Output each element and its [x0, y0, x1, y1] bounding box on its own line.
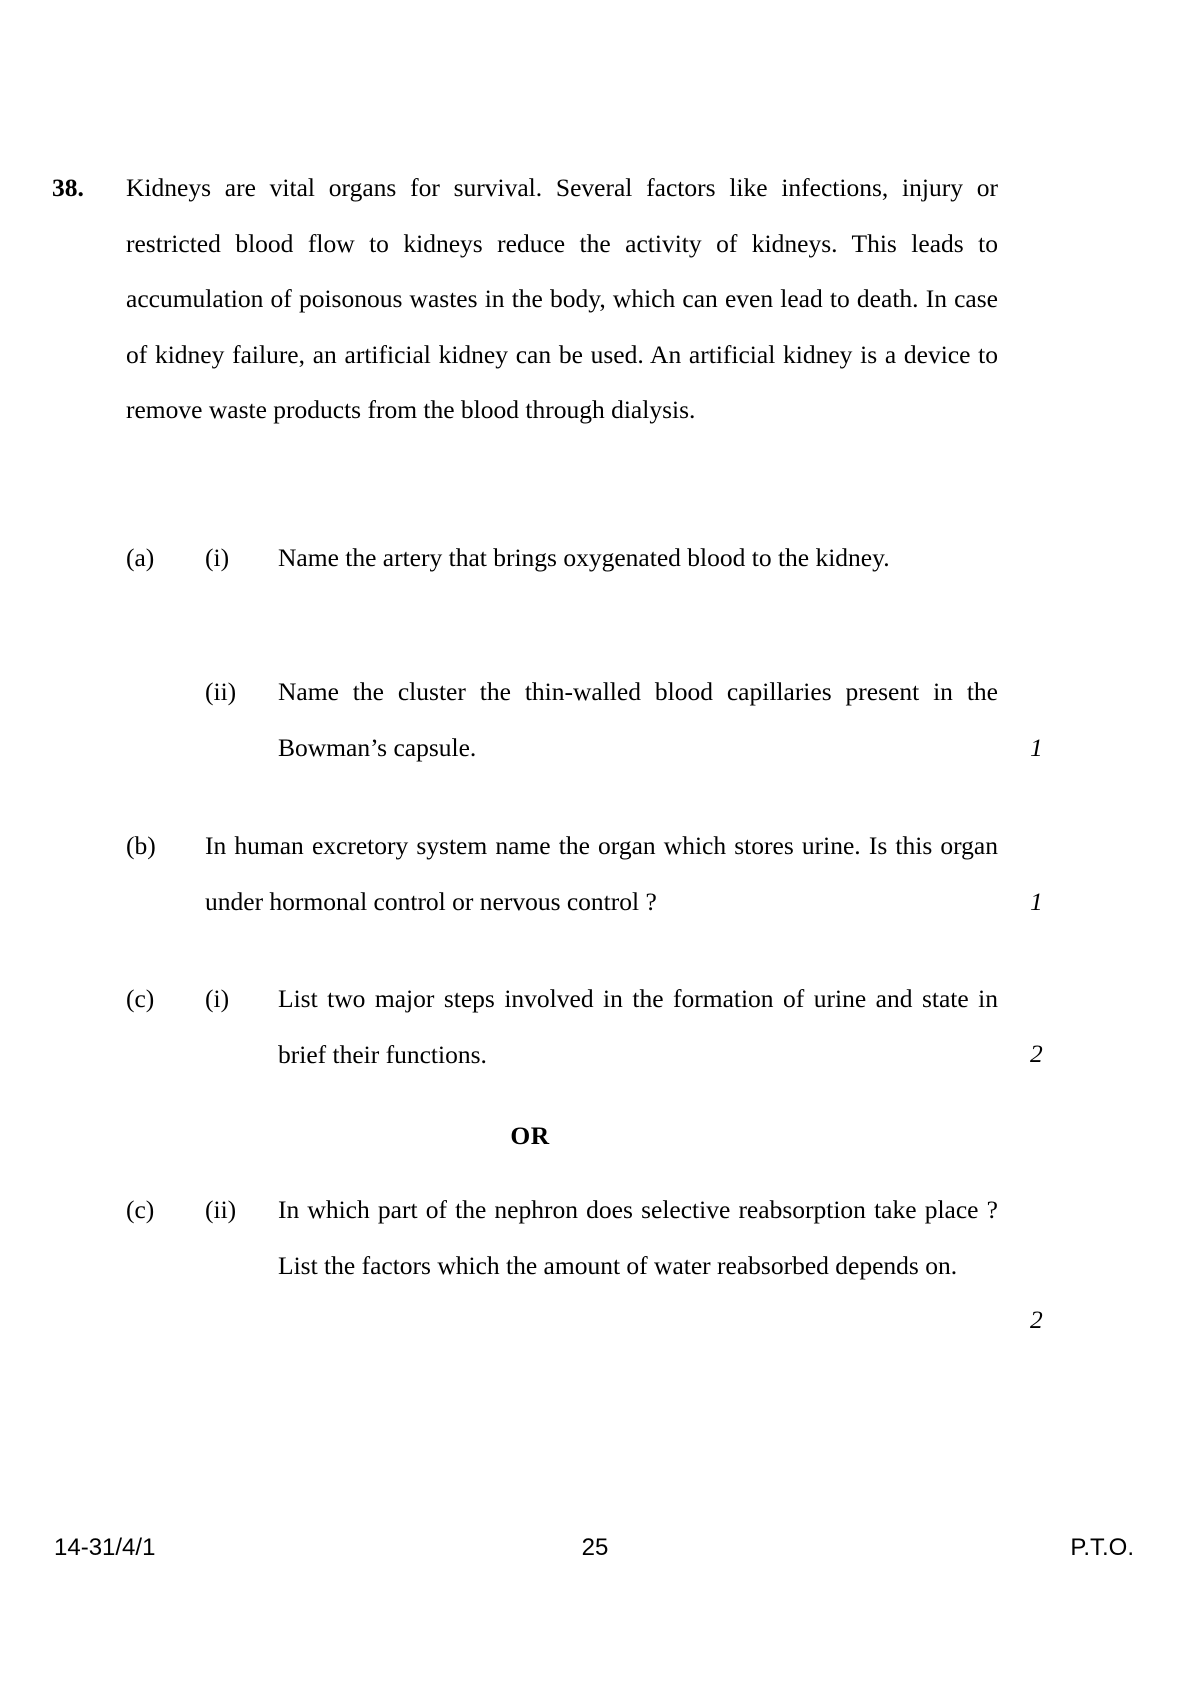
roman-label-c-ii: (ii): [205, 1195, 237, 1224]
part-text-b: In human excretory system name the organ which stores urine. Is this organ under hormonal control or nervous control ?: [205, 831, 998, 916]
page-footer: [0, 1528, 1190, 1568]
part-text-c-ii: In which part of the nephron does selective reabsorption take place ? List the factors which the amount of water reabsorbed depends on.: [278, 1195, 998, 1280]
marks-a-ii: 1: [1030, 733, 1043, 762]
part-text-a-ii: Name the cluster the thin-walled blood capillaries present in the Bowman’s capsule.: [278, 677, 998, 762]
footer-paper-code: 14-31/4/1: [54, 1534, 156, 1561]
part-text-a-i: Name the artery that brings oxygenated blood to the kidney.: [278, 543, 890, 572]
question-intro-paragraph: Kidneys are vital organs for survival. Several factors like infections, injury or restricted blood flow to kidneys reduce the activity of kidneys. This leads to accumulation of poisonous wastes in the body, which can even lead to death. In case of kidney failure, an artificial kidney can be used. An artificial kidney is a device to remove waste products from the blood through dialysis.: [126, 173, 998, 424]
roman-label-c-i: (i): [205, 984, 230, 1013]
part-label-b: (b): [126, 831, 156, 860]
footer-page-number: 25: [581, 1534, 609, 1561]
or-divider: OR: [510, 1121, 550, 1150]
marks-b: 1: [1030, 887, 1043, 916]
marks-c-ii: 2: [1030, 1305, 1043, 1334]
part-text-c-i: List two major steps involved in the formation of urine and state in brief their functions.: [278, 984, 998, 1069]
question-number: 38.: [52, 173, 84, 202]
part-label-c-i: (c): [126, 984, 155, 1013]
part-label-a: (a): [126, 543, 155, 572]
part-label-c-ii: (c): [126, 1195, 155, 1224]
marks-c-i: 2: [1030, 1039, 1043, 1068]
footer-turn-over: P.T.O.: [1070, 1534, 1134, 1561]
roman-label-a-i: (i): [205, 543, 230, 572]
roman-label-a-ii: (ii): [205, 677, 237, 706]
